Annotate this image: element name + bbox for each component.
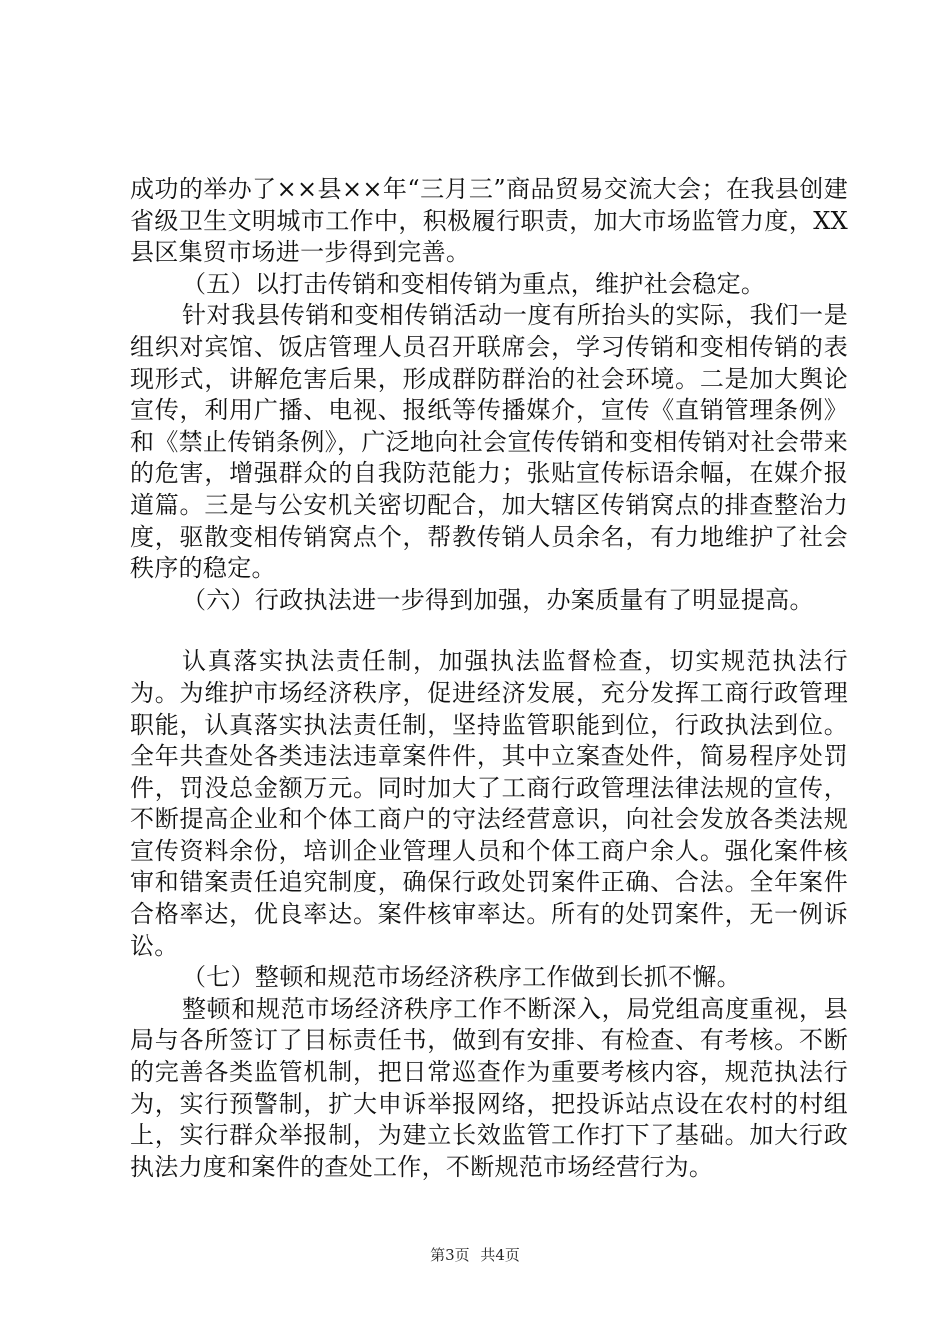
document-body — [130, 174, 848, 1183]
section-heading-7: （七）整顿和规范市场经济秩序工作做到长抓不懈。 — [182, 963, 741, 992]
paragraph-pyramid-selling: 针对我县传销和变相传销活动一度有所抬头的实际，我们一是组织对宾馆、饭店管理人员召开联席会，学习传销和变相传销的表现形式，讲解危害后果，形成群防群治的社会环境。二是加大舆论宣传，利用广播、电视、报纸等传播媒介，宣传《直销管理条例》和《禁止传销条例》，广泛地向社会宣传传销和变相传销对社会带来的危害，增强群众的自我防范能力；张贴宣传标语余幅，在媒介报道篇。三是与公安机关密切配合，加大辖区传销窝点的排查整治力度，驱散变相传销窝点个，帮教传销人员余名，有力地维护了社会秩序的稳定。 — [130, 301, 848, 583]
paragraph-market-order: 整顿和规范市场经济秩序工作不断深入，局党组高度重视，县局与各所签订了目标责任书，做到有安排、有检查、有考核。不断的完善各类监管机制，把日常巡查作为重要考核内容，规范执法行为，实行预警制，扩大申诉举报网络，把投诉站点设在农村的村组上，实行群众举报制，为建立长效监管工作打下了基础。加大行政执法力度和案件的查处工作，不断规范市场经营行为。 — [130, 994, 848, 1181]
paragraph-law-enforcement: 认真落实执法责任制，加强执法监督检查，切实规范执法行为。为维护市场经济秩序，促进经济发展，充分发挥工商行政管理职能，认真落实执法责任制，坚持监管职能到位，行政执法到位。全年共查处各类违法违章案件件，其中立案查处件，简易程序处罚件，罚没总金额万元。同时加大了工商行政管理法律法规的宣传，不断提高企业和个体工商户的守法经营意识，向社会发放各类法规宣传资料余份，培训企业管理人员和个体工商户余人。强化案件核审和错案责任追究制度，确保行政处罚案件正确、合法。全年案件合格率达，优良率达。案件核审率达。所有的处罚案件，无一例诉讼。 — [130, 647, 848, 960]
section-heading-6: （六）行政执法进一步得到加强，办案质量有了明显提高。 — [182, 585, 814, 614]
page-number-footer: 第3页 共4页 — [430, 1246, 520, 1264]
section-heading-5: （五）以打击传销和变相传销为重点，维护社会稳定。 — [182, 269, 766, 298]
paragraph-continuation: 成功的举办了××县××年“三月三”商品贸易交流大会；在我县创建省级卫生文明城市工作中，积极履行职责，加大市场监管力度，XX县区集贸市场进一步得到完善。 — [130, 175, 848, 267]
